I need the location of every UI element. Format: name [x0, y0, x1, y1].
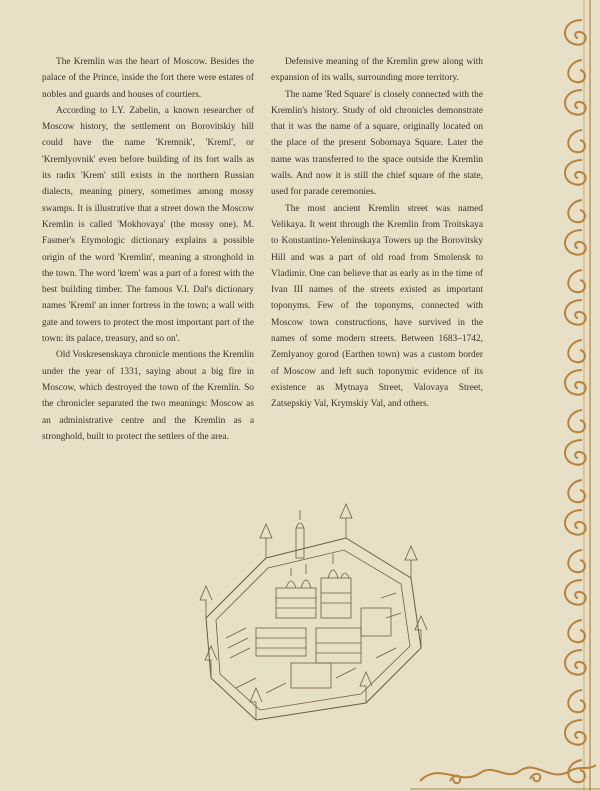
left-text-column [42, 54, 254, 445]
right-text-column [271, 54, 483, 413]
paragraph: According to I.Y. Zabelin, a known researcher of Moscow history, the settlement on Borovitskiy hill could have the name 'Kremnik', 'Kreml', or 'Kremlyovnik' even before building of its fort walls as its radix 'Krem' still exists in the northern Russian dialects, meaning pinery, sometimes among mossy swamps. It is illustrative that a street down the Moscow Kremlin is called 'Mokhovaya' (the mossy one). M. Fasmer's Etymologic dictionary explains a possible origin of the word 'Kremlin', meaning a stronghold in the town. The word 'krem' was a part of a forest with the best building timber. The famous V.I. Dal's dictionary names 'Kreml' an inner fortress in the town; a wall with gate and towers to protect the most important part of the town: its palace, treasury, and so on'. [42, 105, 254, 345]
paragraph: The name 'Red Square' is closely connected with the Kremlin's history. Study of old chronicles demonstrate that it was the name of a square, originally located on the place of the present Sobornaya Square. Later the name was transferred to the space outside the Kremlin walls. And now it is still the chief square of the state, used for parade ceremonies. [271, 89, 483, 198]
ornamental-border [552, 0, 600, 791]
paragraph: Old Voskresenskaya chronicle mentions the Kremlin under the year of 1331, saying about a big fire in Moscow, which destroyed the town of the Kremlin. So the chronicler separated the two meanings: Moscow as an administrative centre and the Kremlin as a stronghold, built to protect the settlers of the area. [42, 350, 254, 442]
paragraph: The most ancient Kremlin street was named Velikaya. It went through the Kremlin from Troitskaya to Konstantino-Yeleninskaya Towers up the Borovitsky Hill and was a part of old road from Smolensk to Vladimir. One can believe that as early as in the time of Ivan III names of the streets existed as important toponyms. Few of the toponyms, connected with Moscow town constructions, have survived in the names of some modern streets. Between 1683–1742, Zemlyanoy gorod (Earthen town) was a custom border of Moscow and left such toponymic evidence of its existence as Mytnaya Street, Valovaya Street, Zatsepskiy Val, Krymskiy Val, and others. [271, 203, 483, 410]
kremlin-sketch-illustration [196, 498, 432, 728]
paragraph: Defensive meaning of the Kremlin grew along with expansion of its walls, surrounding more territory. [271, 57, 483, 84]
paragraph: The Kremlin was the heart of Moscow. Besides the palace of the Prince, inside the fort there were estates of nobles and guards and houses of courtiers. [42, 57, 254, 100]
ornamental-flourish [410, 751, 600, 791]
